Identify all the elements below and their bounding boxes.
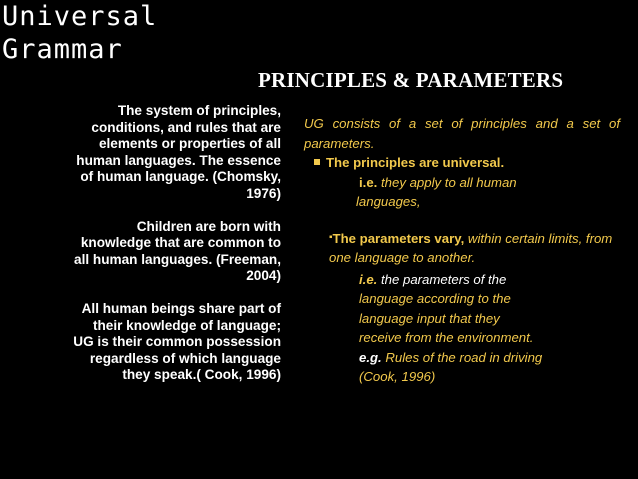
square-bullet-icon <box>314 159 320 165</box>
definition-line: All human beings share part of <box>81 300 281 316</box>
definition-line: UG is their common possession <box>73 334 281 350</box>
ie2-label: i.e. <box>359 271 378 287</box>
eg-first-line <box>359 348 620 368</box>
principles-bullet-item <box>314 153 620 173</box>
principles-parameters-column <box>304 114 620 387</box>
small-square-bullet-icon: ▪ <box>329 231 333 243</box>
slide-subtitle: PRINCIPLES & PARAMETERS <box>258 68 564 92</box>
definition-line: their knowledge of language; <box>92 317 281 333</box>
eg-citation: (Cook, 1996) <box>359 369 436 384</box>
definition-freeman <box>32 219 281 285</box>
ug-intro: UG consists of a set of principles and a set of parameters. <box>304 116 620 151</box>
definition-line: elements or properties of all <box>98 136 281 152</box>
definition-line: Children are born with <box>136 218 281 234</box>
definition-line: human languages. The essence <box>76 152 281 168</box>
definition-line: all human languages. (Freeman, <box>74 251 281 267</box>
principles-explanation <box>356 173 620 212</box>
definition-line: conditions, and rules that are <box>91 119 281 135</box>
definition-line: knowledge that are common to <box>80 235 281 251</box>
eg-text: Rules of the road in driving <box>385 349 543 365</box>
parameters-explanation <box>359 270 620 348</box>
example <box>359 348 620 387</box>
definition-chomsky <box>32 103 281 203</box>
parameters-text: within certain limits, from one language to another. <box>329 230 613 265</box>
parameters-bullet-item <box>329 228 620 268</box>
slide-title-line-1: Universal <box>2 1 158 32</box>
eg-label: e.g. <box>359 349 382 365</box>
ie2-first-line <box>359 270 620 290</box>
definition-line: of human language. (Chomsky, <box>80 169 281 185</box>
ie-text: they apply to all human <box>381 174 517 190</box>
principles-label: The principles are universal. <box>326 155 505 170</box>
ie-text-continued: languages, <box>356 194 421 209</box>
ie2-line: language according to the <box>359 291 511 306</box>
slide-title-line-2: Grammar <box>2 34 123 65</box>
definition-line: they speak.( Cook, 1996) <box>122 367 281 383</box>
definitions-column <box>32 103 281 400</box>
ie2-line: language input that they <box>359 310 500 326</box>
definition-line: 2004) <box>246 268 281 284</box>
parameters-label: The parameters vary, <box>332 230 465 246</box>
ie-label: i.e. <box>359 174 378 190</box>
definition-line: The system of principles, <box>117 103 281 118</box>
slide-title <box>2 0 157 66</box>
definition-line: regardless of which language <box>89 350 281 366</box>
definition-line: 1976) <box>246 185 281 201</box>
definition-cook <box>32 301 281 384</box>
ie2-text: the parameters of the <box>381 271 507 287</box>
ie2-line: receive from the environment. <box>359 330 534 345</box>
